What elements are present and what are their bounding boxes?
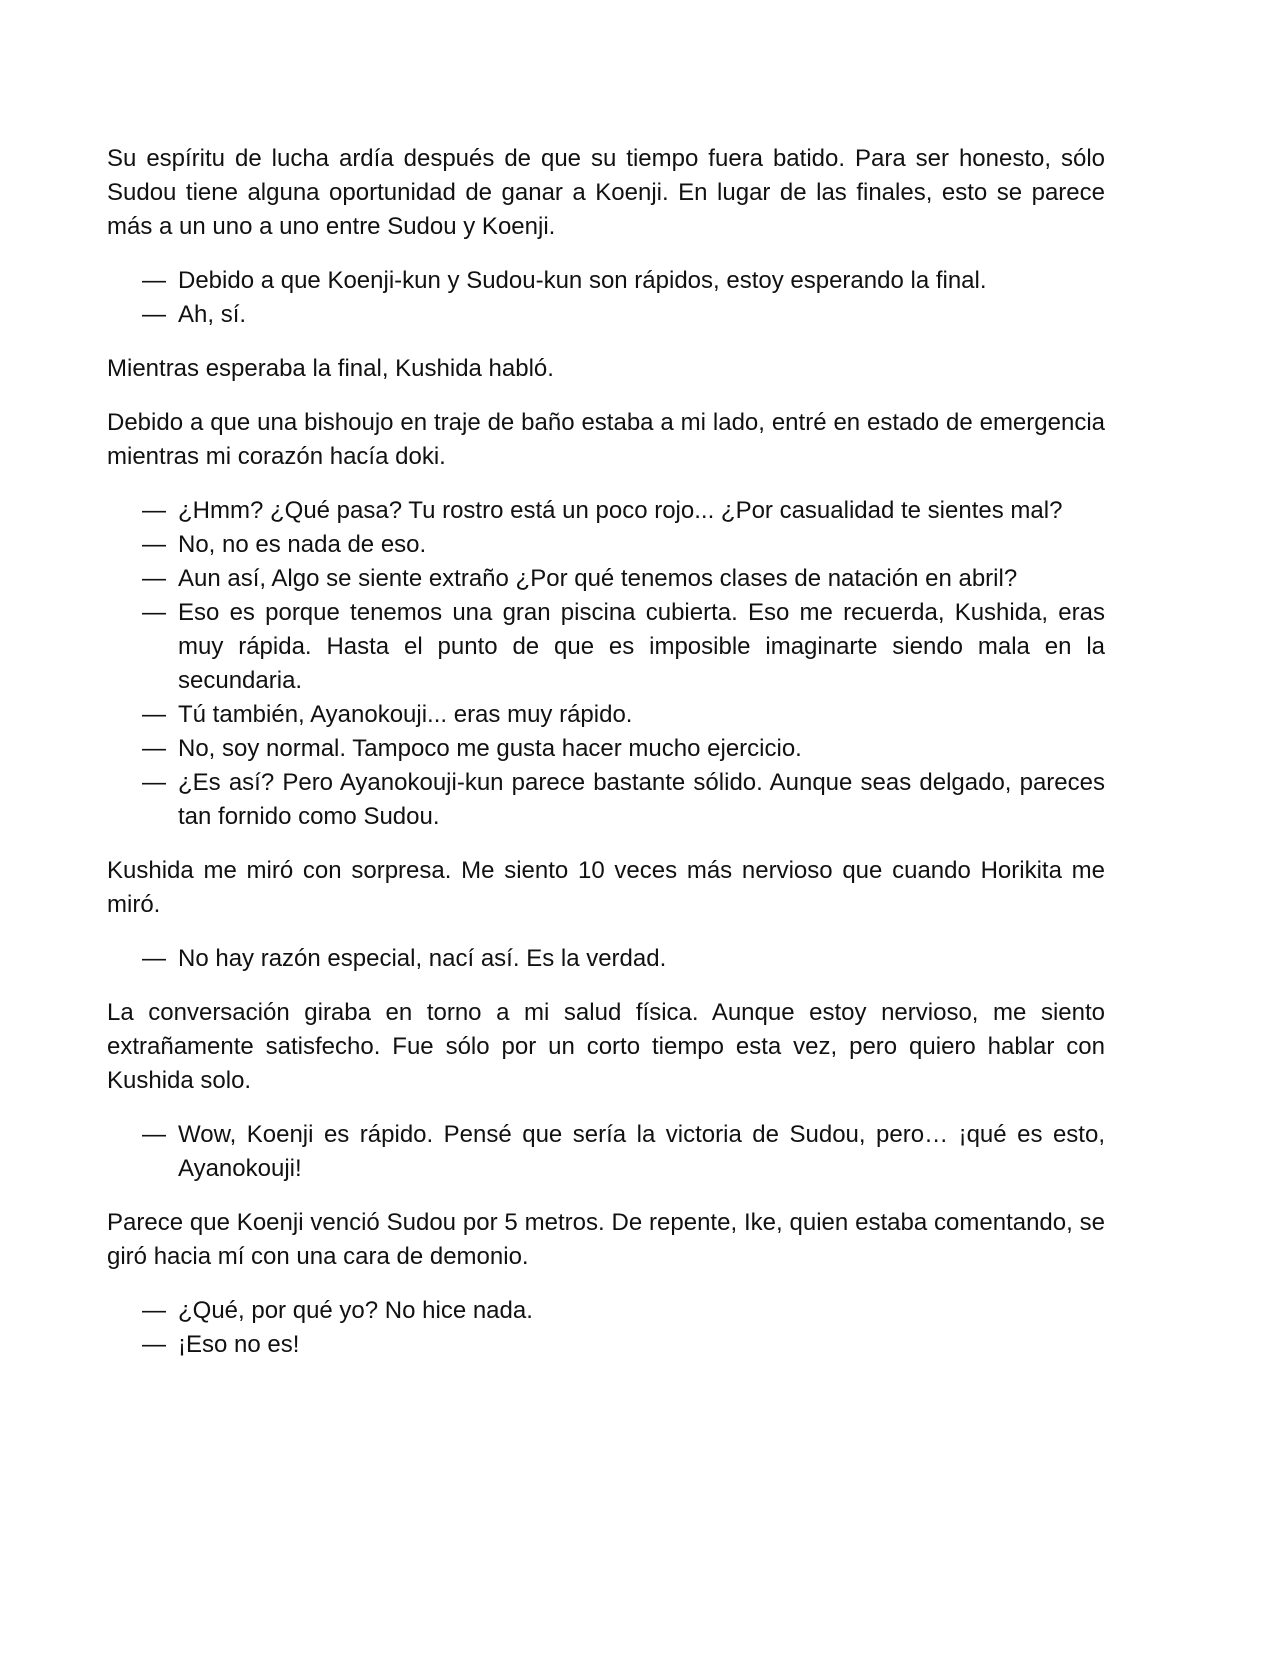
paragraph: La conversación giraba en torno a mi salud física. Aunque estoy nervioso, me siento extrañamente satisfecho. Fue sólo por un corto tiempo esta vez, pero quiero hablar con Kushida solo. bbox=[107, 999, 1105, 1094]
dialogue-text: ¿Es así? Pero Ayanokouji-kun parece bastante sólido. Aunque seas delgado, pareces tan fornido como Sudou. bbox=[178, 769, 1105, 830]
dialogue-dash: — bbox=[142, 701, 166, 728]
dialogue-text: Wow, Koenji es rápido. Pensé que sería la victoria de Sudou, pero… ¡qué es esto, Ayanokouji! bbox=[178, 1121, 1105, 1182]
document-page bbox=[107, 142, 1105, 1382]
dialogue-text: ¿Hmm? ¿Qué pasa? Tu rostro está un poco rojo... ¿Por casualidad te sientes mal? bbox=[178, 497, 1063, 524]
dialogue-line bbox=[142, 1328, 1105, 1362]
dialogue-text: Eso es porque tenemos una gran piscina cubierta. Eso me recuerda, Kushida, eras muy rápida. Hasta el punto de que es imposible imaginarte siendo mala en la secundaria. bbox=[178, 599, 1105, 694]
paragraph: Su espíritu de lucha ardía después de que su tiempo fuera batido. Para ser honesto, sólo Sudou tiene alguna oportunidad de ganar a Koenji. En lugar de las finales, esto se parece más a un uno a uno entre Sudou y Koenji. bbox=[107, 145, 1105, 240]
dialogue-dash: — bbox=[142, 599, 166, 626]
dialogue-block bbox=[107, 1294, 1105, 1362]
dialogue-line bbox=[142, 264, 1105, 298]
dialogue-text: Debido a que Koenji-kun y Sudou-kun son rápidos, estoy esperando la final. bbox=[178, 267, 987, 294]
dialogue-text: No, soy normal. Tampoco me gusta hacer mucho ejercicio. bbox=[178, 735, 802, 762]
dialogue-dash: — bbox=[142, 565, 166, 592]
paragraph: Parece que Koenji venció Sudou por 5 metros. De repente, Ike, quien estaba comentando, se giró hacia mí con una cara de demonio. bbox=[107, 1209, 1105, 1270]
dialogue-dash: — bbox=[142, 301, 166, 328]
dialogue-dash: — bbox=[142, 531, 166, 558]
paragraph: Debido a que una bishoujo en traje de baño estaba a mi lado, entré en estado de emergencia mientras mi corazón hacía doki. bbox=[107, 409, 1105, 470]
dialogue-dash: — bbox=[142, 497, 166, 524]
dialogue-text: Ah, sí. bbox=[178, 301, 247, 328]
dialogue-dash: — bbox=[142, 945, 166, 972]
dialogue-line bbox=[142, 698, 1105, 732]
dialogue-dash: — bbox=[142, 735, 166, 762]
dialogue-line bbox=[142, 298, 1105, 332]
dialogue-block bbox=[107, 264, 1105, 332]
dialogue-text: No hay razón especial, nací así. Es la verdad. bbox=[178, 945, 667, 972]
dialogue-dash: — bbox=[142, 267, 166, 294]
dialogue-block bbox=[107, 942, 1105, 976]
dialogue-text: ¿Qué, por qué yo? No hice nada. bbox=[178, 1297, 533, 1324]
dialogue-text: Aun así, Algo se siente extraño ¿Por qué tenemos clases de natación en abril? bbox=[178, 565, 1018, 592]
dialogue-dash: — bbox=[142, 769, 166, 796]
paragraph: Mientras esperaba la final, Kushida habló. bbox=[107, 355, 554, 382]
dialogue-block bbox=[107, 1118, 1105, 1186]
dialogue-dash: — bbox=[142, 1331, 166, 1358]
dialogue-line bbox=[142, 528, 1105, 562]
dialogue-line bbox=[142, 562, 1105, 596]
dialogue-text: No, no es nada de eso. bbox=[178, 531, 427, 558]
dialogue-line bbox=[142, 596, 1105, 698]
paragraph: Kushida me miró con sorpresa. Me siento 10 veces más nervioso que cuando Horikita me miró. bbox=[107, 857, 1105, 918]
dialogue-line bbox=[142, 1294, 1105, 1328]
dialogue-line bbox=[142, 766, 1105, 834]
dialogue-line bbox=[142, 494, 1105, 528]
dialogue-line bbox=[142, 1118, 1105, 1186]
dialogue-dash: — bbox=[142, 1121, 166, 1148]
dialogue-line bbox=[142, 942, 1105, 976]
dialogue-dash: — bbox=[142, 1297, 166, 1324]
dialogue-text: Tú también, Ayanokouji... eras muy rápido. bbox=[178, 701, 633, 728]
dialogue-block bbox=[107, 494, 1105, 834]
dialogue-line bbox=[142, 732, 1105, 766]
dialogue-text: ¡Eso no es! bbox=[178, 1331, 300, 1358]
